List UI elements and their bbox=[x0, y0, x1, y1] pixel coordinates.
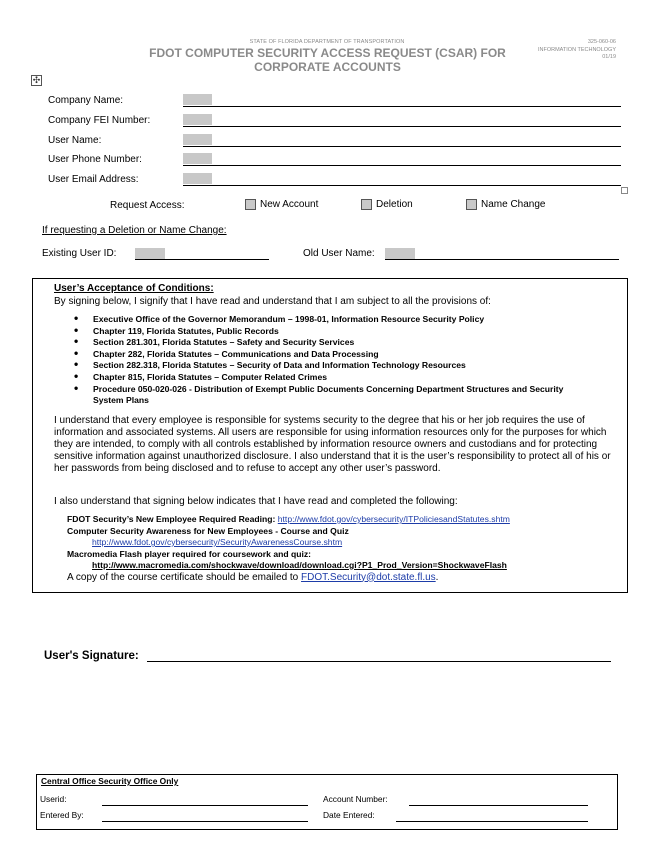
company-fei-input[interactable] bbox=[183, 114, 212, 125]
required-reading-label: FDOT Security’s New Employee Required Reading: bbox=[67, 514, 276, 524]
new-account-checkbox[interactable] bbox=[245, 199, 256, 210]
company-fei-line bbox=[183, 126, 621, 127]
required-training bbox=[67, 514, 510, 583]
flash-link[interactable]: http://www.macromedia.com/shockwave/download/download.cgi?P1_Prod_Version=ShockwaveFlash bbox=[92, 560, 507, 570]
existing-user-id-line bbox=[135, 259, 269, 260]
new-account-label: New Account bbox=[260, 199, 319, 210]
user-email-label: User Email Address: bbox=[48, 174, 139, 185]
user-name-input[interactable] bbox=[183, 134, 212, 145]
agency-name: STATE OF FLORIDA DEPARTMENT OF TRANSPORTATION bbox=[249, 39, 405, 45]
name-change-checkbox[interactable] bbox=[466, 199, 477, 210]
existing-user-id-label: Existing User ID: bbox=[42, 248, 117, 259]
request-access-label: Request Access: bbox=[110, 200, 185, 211]
central-office-title: Central Office Security Office Only bbox=[41, 776, 179, 786]
name-change-label: Name Change bbox=[481, 199, 546, 210]
deletion-section-heading: If requesting a Deletion or Name Change: bbox=[42, 225, 227, 236]
old-user-name-label: Old User Name: bbox=[303, 248, 375, 259]
provision-item: • Section 281.301, Florida Statutes – Safety and Security Services bbox=[74, 337, 594, 349]
account-number-label: Account Number: bbox=[323, 794, 388, 804]
signature-line[interactable] bbox=[147, 661, 611, 662]
responsibility-paragraph: I understand that every employee is responsible for systems security to the degree that his or her job requires the use of information and associated systems. All users are responsible for using information resources only for the purposes for which they are intended, to comply with all controls established by information resource owners and custodians and for protecting sensitive information against unauthorized disclosure. I also understand that it is the user’s responsibility to protect all of his or her passwords from being disclosed and to refuse to accept any other user’s password. bbox=[54, 415, 611, 475]
company-name-line bbox=[183, 106, 621, 107]
provision-item: • Executive Office of the Governor Memorandum – 1998-01, Information Resource Security Policy bbox=[74, 314, 594, 326]
provision-item: • Section 282.318, Florida Statutes – Security of Data and Information Technology Resources bbox=[74, 360, 594, 372]
company-name-input[interactable] bbox=[183, 94, 212, 105]
userid-line[interactable] bbox=[102, 805, 308, 806]
user-email-input[interactable] bbox=[183, 173, 212, 184]
provision-item: • Procedure 050-020-026 - Distribution of Exempt Public Documents Concerning Department Structures and Security System Plans bbox=[74, 384, 594, 407]
form-title bbox=[140, 46, 515, 74]
company-name-label: Company Name: bbox=[48, 95, 124, 106]
course-link[interactable]: http://www.fdot.gov/cybersecurity/SecurityAwarenessCourse.shtm bbox=[92, 537, 343, 547]
table-move-handle-icon[interactable]: ✣ bbox=[32, 75, 41, 85]
date-entered-label: Date Entered: bbox=[323, 810, 375, 820]
user-email-line bbox=[183, 185, 621, 186]
certificate-text: A copy of the course certificate should be emailed to bbox=[67, 571, 299, 583]
course-label: Computer Security Awareness for New Employees - Course and Quiz bbox=[67, 525, 349, 536]
user-name-label: User Name: bbox=[48, 135, 102, 146]
certificate-end: . bbox=[435, 571, 439, 583]
office-name: INFORMATION TECHNOLOGY bbox=[537, 46, 616, 53]
conditions-title: User’s Acceptance of Conditions: bbox=[54, 283, 214, 294]
deletion-label: Deletion bbox=[376, 199, 413, 210]
user-name-line bbox=[183, 146, 621, 147]
account-number-line[interactable] bbox=[409, 805, 588, 806]
user-phone-line bbox=[183, 165, 621, 166]
completed-intro: I also understand that signing below indicates that I have read and completed the following: bbox=[54, 496, 458, 507]
old-user-name-input[interactable] bbox=[385, 248, 415, 259]
flash-label: Macromedia Flash player required for coursework and quiz: bbox=[67, 548, 312, 559]
security-email-link[interactable]: FDOT.Security@dot.state.fl.us bbox=[301, 571, 436, 583]
userid-label: Userid: bbox=[40, 794, 67, 804]
old-user-name-line bbox=[385, 259, 619, 260]
entered-by-line[interactable] bbox=[102, 821, 308, 822]
deletion-checkbox[interactable] bbox=[361, 199, 372, 210]
form-number: 325-060-06 bbox=[587, 39, 616, 45]
cell-end-marker bbox=[621, 187, 628, 194]
form-number-block bbox=[538, 39, 616, 62]
form-title-line-1: FDOT COMPUTER SECURITY ACCESS REQUEST (CSAR) FOR bbox=[149, 46, 506, 60]
provision-item: • Chapter 119, Florida Statutes, Public Records bbox=[74, 326, 594, 338]
provisions-list bbox=[74, 314, 594, 407]
user-phone-label: User Phone Number: bbox=[48, 154, 142, 165]
signature-label: User's Signature: bbox=[44, 650, 139, 662]
existing-user-id-input[interactable] bbox=[135, 248, 165, 259]
user-phone-input[interactable] bbox=[183, 153, 212, 164]
provision-item: • Chapter 815, Florida Statutes – Computer Related Crimes bbox=[74, 372, 594, 384]
conditions-intro: By signing below, I signify that I have read and understand that I am subject to all the provisions of: bbox=[54, 296, 491, 307]
date-entered-line[interactable] bbox=[396, 821, 588, 822]
provision-item: • Chapter 282, Florida Statutes – Communications and Data Processing bbox=[74, 349, 594, 361]
company-fei-label: Company FEI Number: bbox=[48, 115, 151, 126]
form-title-line-2: CORPORATE ACCOUNTS bbox=[254, 60, 401, 74]
form-revision: 01/19 bbox=[602, 54, 616, 60]
entered-by-label: Entered By: bbox=[40, 810, 84, 820]
required-reading-link[interactable]: http://www.fdot.gov/cybersecurity/ITPoliciesandStatutes.shtm bbox=[277, 514, 510, 524]
